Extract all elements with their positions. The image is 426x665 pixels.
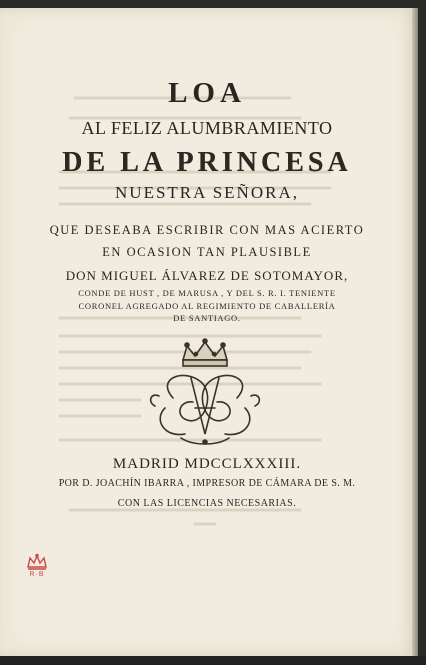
stamp-label: R·B: [29, 571, 45, 578]
scan-border: [0, 656, 426, 665]
printer-imprint: POR D. JOACHÍN IBARRA , IMPRESOR DE CÁMARA DE S. M.: [58, 478, 356, 489]
subtitle-occasion: AL FELIZ ALUMBRAMIENTO: [81, 118, 333, 138]
crown-stamp-icon: [24, 553, 50, 571]
author-detail-1: CONDE DE HUST , DE MARUSA , Y DEL S. R. I. TENIENTE: [78, 288, 336, 298]
license-line: CON LAS LICENCIAS NECESARIAS.: [117, 498, 297, 509]
crowned-monogram-emblem: [135, 338, 275, 450]
subtitle-princess: DE LA PRINCESA: [62, 147, 352, 178]
author-detail-2: CORONEL AGREGADO AL REGIMIENTO DE CABALLERÍA: [78, 301, 336, 311]
subtitle-desire: QUE DESEABA ESCRIBIR CON MAS ACIERTO: [49, 223, 365, 237]
subtitle-occasion-plausible: EN OCASION TAN PLAUSIBLE: [102, 245, 312, 259]
page-title: LOA: [168, 77, 246, 109]
subtitle-lady: NUESTRA SEÑORA,: [115, 183, 299, 202]
library-stamp: [24, 553, 50, 576]
place-and-date: MADRID MDCCLXXXIII.: [112, 456, 302, 472]
author-name: DON MIGUEL ÁLVAREZ DE SOTOMAYOR,: [65, 268, 349, 283]
author-detail-3: DE SANTIAGO.: [173, 313, 241, 323]
